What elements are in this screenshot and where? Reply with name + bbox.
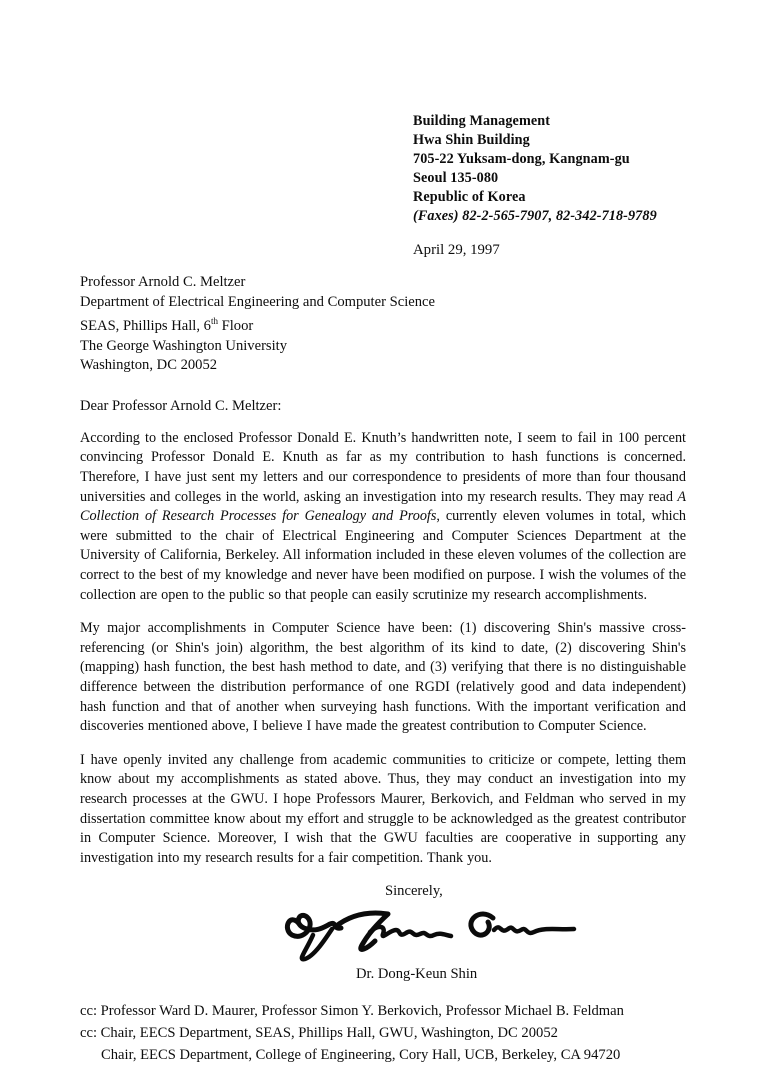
- sender-line: Hwa Shin Building: [413, 132, 530, 148]
- cc-line-3: Chair, EECS Department, College of Engineering, Cory Hall, UCB, Berkeley, CA 94720: [101, 1047, 621, 1064]
- recipient-name: Professor Arnold C. Meltzer: [80, 274, 246, 290]
- recipient-address-block: [80, 273, 686, 376]
- paragraph-1-text-pre: According to the enclosed Professor Donald E. Knuth’s handwritten note, I seem to fail in 100 percent convincing Professor Donald E. Knuth as far as my contribution to hash functions is concerned. Therefore, I have just sent my letters and our correspondence to presidents of more than four thousand universities and colleges in the world, asking an investigation into my research results. They may read: [80, 429, 686, 505]
- cc-line-1: cc: Professor Ward D. Maurer, Professor Simon Y. Berkovich, Professor Michael B. Feldman: [80, 1003, 624, 1020]
- recipient-university: The George Washington University: [80, 337, 288, 354]
- salutation: Dear Professor Arnold C. Meltzer:: [80, 397, 282, 414]
- body-paragraph-1: [80, 429, 686, 605]
- sender-line: Republic of Korea: [413, 189, 526, 205]
- sender-line: 705-22 Yuksam-dong, Kangnam-gu: [413, 151, 630, 167]
- floor-ordinal-superscript: th: [210, 316, 218, 327]
- closing-sincerely: Sincerely,: [385, 883, 443, 900]
- paragraph-1-text-post: , currently eleven volumes in total, which were submitted to the chair of Electrical Engineering and Computer Sciences Department at the University of California, Berkeley. All information included in these eleven volumes of the collection are correct to the best of my knowledge and never have been modified on purpose. I wish the volumes of the collection are open to the public so that people can easily scrutinize my research accomplishments.: [80, 508, 686, 603]
- book-title-italic: A Collection of Research Processes for Genealogy and Proofs: [80, 488, 686, 525]
- recipient-building-pre: SEAS, Phillips Hall, 6: [80, 318, 211, 335]
- body-paragraph-2: My major accomplishments in Computer Science have been: (1) discovering Shin's massive cross-referencing (or Shin's join) algorithm, the best algorithm of its kind to date, (2) discovering Shin's (mapping) hash function, the best hash method to date, and (3) verifying that there is no distinguishable difference between the distribution performance of one RGDI (relatively good and data independent) hash function and that of another when surveying hash functions. With the important verification and discoveries mentioned above, I believe I have made the greatest contribution to Computer Science.: [80, 620, 686, 735]
- sender-fax-line: (Faxes) 82-2-565-7907, 82-342-718-9789: [413, 208, 657, 224]
- sender-line: Building Management: [413, 113, 551, 129]
- recipient-city-line: Washington, DC 20052: [80, 357, 218, 374]
- closing-block: [80, 882, 686, 984]
- cc-line-2: cc: Chair, EECS Department, SEAS, Phillips Hall, GWU, Washington, DC 20052: [80, 1025, 558, 1042]
- body-paragraph-3: I have openly invited any challenge from academic communities to criticize or compete, letting them know about my accomplishments as stated above. Thus, they may conduct an investigation into my research processes at the GWU. I hope Professors Maurer, Berkovich, and Feldman who served in my dissertation committee know about my effort and struggle to be acknowledged as the greatest contributor in Computer Science. Moreover, I wish that the GWU faculties are cooperative in supporting any investigation into my research results for a fair competition. Thank you.: [80, 751, 686, 866]
- recipient-department: Department of Electrical Engineering and Computer Science: [80, 293, 435, 310]
- cc-block: [80, 1000, 686, 1066]
- recipient-building-line: [80, 312, 686, 336]
- letter-body: [80, 429, 686, 868]
- recipient-building-post: Floor: [217, 318, 254, 335]
- sender-address-block: [413, 112, 686, 226]
- signed-name: Dr. Dong-Keun Shin: [356, 966, 478, 983]
- signature-ink-area: [280, 901, 686, 963]
- letter-date: April 29, 1997: [413, 242, 500, 258]
- sender-line: Seoul 135-080: [413, 170, 499, 186]
- handwritten-signature-icon: [280, 901, 580, 963]
